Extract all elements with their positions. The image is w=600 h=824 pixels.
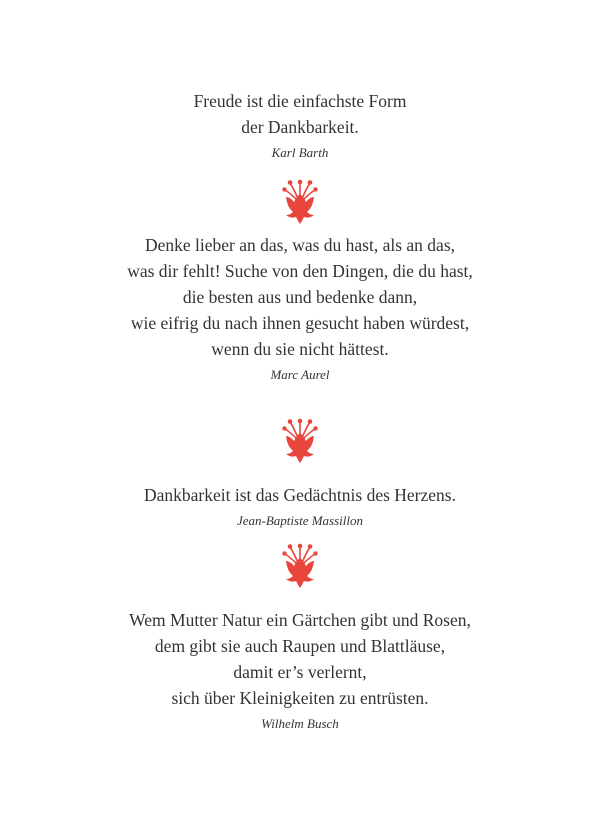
- quote-wilhelm-busch: [0, 607, 600, 733]
- quote-massillon: [0, 482, 600, 530]
- quote-author: Karl Barth: [271, 145, 329, 160]
- quote-line: sich über Kleinigkeiten zu entrüsten.: [171, 688, 429, 708]
- quote-line: Denke lieber an das, was du hast, als an das,: [144, 235, 456, 255]
- quote-author: Jean-Baptiste Massillon: [236, 513, 363, 528]
- red-flower-icon: [276, 541, 324, 589]
- quote-line: die besten aus und bedenke dann,: [182, 287, 418, 307]
- quote-author: Wilhelm Busch: [261, 716, 339, 731]
- red-flower-icon: [276, 177, 324, 225]
- quote-line: Wem Mutter Natur ein Gärtchen gibt und Rosen,: [129, 610, 471, 630]
- quote-line: Dankbarkeit ist das Gedächtnis des Herzens.: [144, 485, 456, 505]
- quote-line: damit er’s verlernt,: [233, 662, 367, 682]
- quote-line: Freude ist die einfachste Form: [193, 91, 407, 111]
- quote-marc-aurel: [0, 232, 600, 384]
- quote-line: wie eifrig du nach ihnen gesucht haben würdest,: [130, 313, 470, 333]
- quote-line: wenn du sie nicht hättest.: [211, 339, 389, 359]
- quote-line: was dir fehlt! Suche von den Dingen, die du hast,: [127, 261, 473, 281]
- quote-karl-barth: [0, 88, 600, 162]
- red-flower-icon: [276, 416, 324, 464]
- quote-line: der Dankbarkeit.: [241, 117, 359, 137]
- quote-author: Marc Aurel: [270, 367, 330, 382]
- quote-line: dem gibt sie auch Raupen und Blattläuse,: [154, 636, 446, 656]
